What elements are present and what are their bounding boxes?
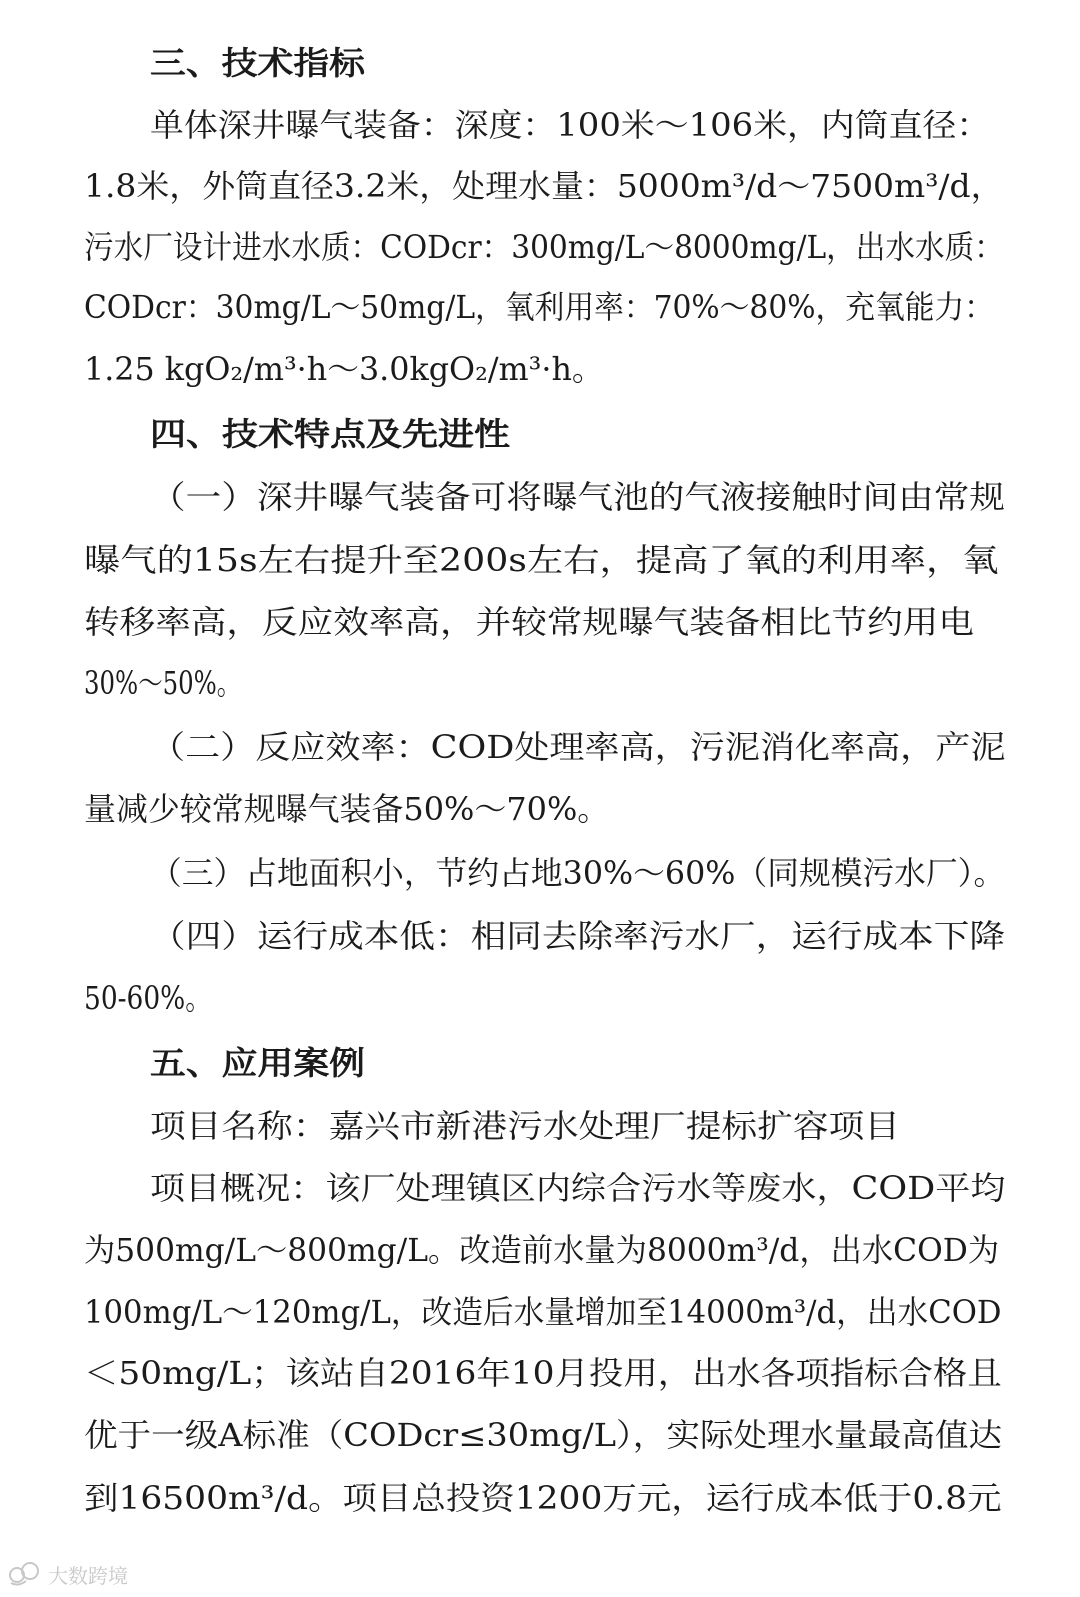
paragraph-line: 量减少较常规曝气装备50%～70%。 <box>84 790 610 828</box>
paragraph-line: 1.8米，外筒直径3.2米，处理水量：5000m³/d～7500m³/d， <box>84 167 1004 205</box>
watermark <box>8 1558 128 1590</box>
paragraph-line: （一）深井曝气装备可将曝气池的气液接触时间由常规 <box>150 478 1006 516</box>
paragraph-line: 项目名称：嘉兴市新港污水处理厂提标扩容项目 <box>150 1107 901 1145</box>
paragraph-line: 污水厂设计进水水质：CODcr：300mg/L～8000mg/L，出水水质： <box>84 228 1004 266</box>
paragraph-line: 曝气的15s左右提升至200s左右，提高了氧的利用率，氧 <box>84 541 999 579</box>
paragraph-line: 优于一级A标准（CODcr≤30mg/L），实际处理水量最高值达 <box>84 1416 1003 1454</box>
paragraph-line: 项目概况：该厂处理镇区内综合污水等废水，COD平均 <box>150 1169 1006 1207</box>
section-heading-4: 四、技术特点及先进性 <box>150 415 511 453</box>
paragraph-line: 30%～50%。 <box>84 664 242 702</box>
watermark-text: 大数跨境 <box>48 1563 128 1588</box>
paragraph-line: 1.25 kgO₂/m³·h～3.0kgO₂/m³·h。 <box>84 350 604 388</box>
paragraph-line: （四）运行成本低：相同去除率污水厂，运行成本下降 <box>150 917 1006 955</box>
paragraph-line: CODcr：30mg/L～50mg/L，氧利用率：70%～80%，充氧能力： <box>84 288 995 326</box>
paragraph-line: 50-60%。 <box>84 979 212 1017</box>
paragraph-line: 转移率高，反应效率高，并较常规曝气装备相比节约用电 <box>84 603 975 641</box>
logo-icon <box>8 1561 42 1587</box>
paragraph-line: 单体深井曝气装备：深度：100米～106米，内筒直径： <box>150 106 991 144</box>
paragraph-line: 100mg/L～120mg/L，改造后水量增加至14000m³/d，出水COD <box>84 1293 1002 1331</box>
paragraph-line: ＜50mg/L；该站自2016年10月投用，出水各项指标合格且 <box>84 1354 1002 1392</box>
section-heading-3: 三、技术指标 <box>150 44 366 82</box>
paragraph-line: （二）反应效率：COD处理率高，污泥消化率高，产泥 <box>150 728 1006 766</box>
paragraph-line: 为500mg/L～800mg/L。改造前水量为8000m³/d，出水COD为 <box>84 1231 1000 1269</box>
section-heading-5: 五、应用案例 <box>150 1044 366 1082</box>
paragraph-line: 到16500m³/d。项目总投资1200万元，运行成本低于0.8元 <box>84 1479 1002 1517</box>
paragraph-line: （三）占地面积小，节约占地30%～60%（同规模污水厂）。 <box>150 854 1006 892</box>
